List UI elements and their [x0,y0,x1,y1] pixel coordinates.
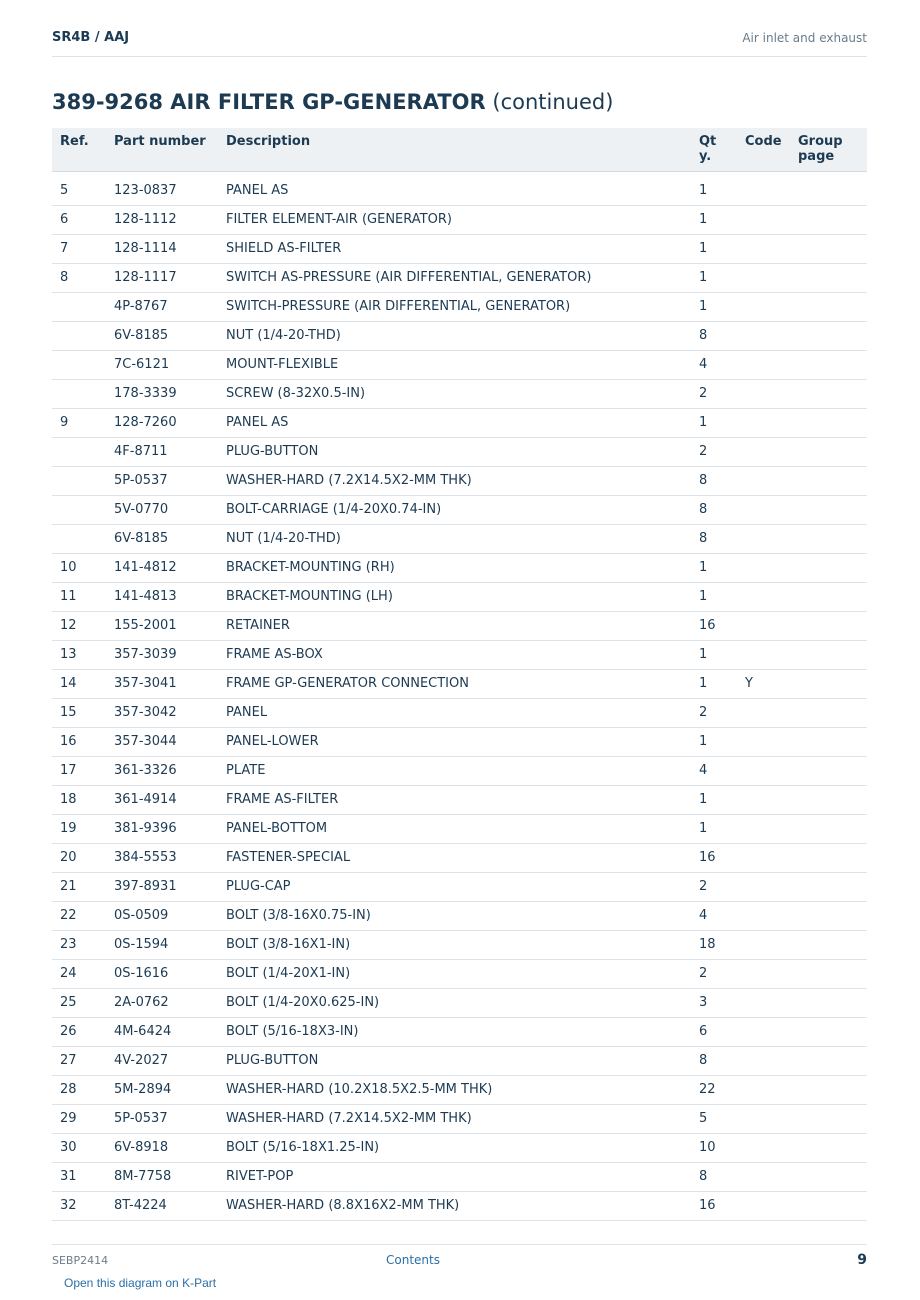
model-breadcrumb: SR4B / AAJ [52,30,130,45]
cell-group-page [790,1162,867,1191]
cell-ref [52,495,106,524]
cell-ref: 28 [52,1075,106,1104]
cell-group-page [790,292,867,321]
table-row [52,263,867,292]
cell-part-number: 128-7260 [106,408,218,437]
cell-code [737,321,790,350]
cell-group-page [790,379,867,408]
cell-description: WASHER-HARD (10.2X18.5X2.5-MM THK) [218,1075,691,1104]
cell-description: FRAME AS-BOX [218,640,691,669]
cell-ref [52,350,106,379]
cell-ref [52,524,106,553]
cell-part-number: 8T-4224 [106,1191,218,1220]
cell-ref: 8 [52,263,106,292]
cell-part-number: 357-3041 [106,669,218,698]
cell-code [737,292,790,321]
cell-code [737,1162,790,1191]
table-row [52,901,867,930]
page-footer [52,1244,867,1275]
cell-description: PANEL-BOTTOM [218,814,691,843]
column-header-group-page: Group page [790,128,867,171]
cell-ref: 29 [52,1104,106,1133]
cell-code [737,379,790,408]
table-row [52,1046,867,1075]
cell-code [737,263,790,292]
table-row [52,727,867,756]
cell-description: FASTENER-SPECIAL [218,843,691,872]
section-title: Air inlet and exhaust [742,31,867,45]
column-header-part-number: Part number [106,128,218,171]
cell-part-number: 128-1114 [106,234,218,263]
cell-qty: 1 [691,785,737,814]
cell-code [737,872,790,901]
cell-code [737,901,790,930]
cell-ref: 7 [52,234,106,263]
cell-ref: 20 [52,843,106,872]
cell-part-number: 0S-1594 [106,930,218,959]
cell-part-number: 5M-2894 [106,1075,218,1104]
cell-description: BRACKET-MOUNTING (RH) [218,553,691,582]
cell-description: PANEL-LOWER [218,727,691,756]
cell-qty: 1 [691,814,737,843]
kpart-diagram-link[interactable]: Open this diagram on K-Part [64,1276,217,1290]
cell-group-page [790,1133,867,1162]
cell-group-page [790,1046,867,1075]
cell-group-page [790,988,867,1017]
table-row [52,171,867,205]
table-header [52,128,867,171]
column-header-qty-label: Qty. [699,134,717,164]
table-row [52,640,867,669]
cell-ref: 26 [52,1017,106,1046]
cell-description: WASHER-HARD (7.2X14.5X2-MM THK) [218,1104,691,1133]
table-row [52,1017,867,1046]
cell-qty: 2 [691,379,737,408]
cell-part-number: 0S-0509 [106,901,218,930]
cell-code [737,234,790,263]
table-row [52,437,867,466]
cell-ref: 27 [52,1046,106,1075]
table-row [52,205,867,234]
table-row [52,495,867,524]
cell-code: Y [737,669,790,698]
table-row [52,1104,867,1133]
cell-description: SWITCH-PRESSURE (AIR DIFFERENTIAL, GENERATOR) [218,292,691,321]
cell-ref: 5 [52,171,106,205]
cell-part-number: 128-1117 [106,263,218,292]
cell-part-number: 4V-2027 [106,1046,218,1075]
table-row [52,321,867,350]
cell-ref [52,379,106,408]
cell-ref [52,437,106,466]
table-row [52,234,867,263]
cell-qty: 1 [691,292,737,321]
cell-description: BOLT (1/4-20X1-IN) [218,959,691,988]
cell-description: BOLT (1/4-20X0.625-IN) [218,988,691,1017]
cell-qty: 8 [691,321,737,350]
cell-ref: 24 [52,959,106,988]
cell-part-number: 4P-8767 [106,292,218,321]
cell-qty: 2 [691,698,737,727]
table-row [52,1162,867,1191]
cell-part-number: 178-3339 [106,379,218,408]
cell-code [737,814,790,843]
cell-ref [52,466,106,495]
cell-part-number: 357-3044 [106,727,218,756]
cell-group-page [790,930,867,959]
cell-part-number: 7C-6121 [106,350,218,379]
cell-part-number: 357-3042 [106,698,218,727]
cell-group-page [790,205,867,234]
cell-qty: 1 [691,582,737,611]
table-row [52,930,867,959]
cell-part-number: 5V-0770 [106,495,218,524]
title-suffix: (continued) [492,90,614,114]
table-row [52,698,867,727]
cell-group-page [790,263,867,292]
cell-code [737,466,790,495]
cell-part-number: 6V-8918 [106,1133,218,1162]
cell-part-number: 4F-8711 [106,437,218,466]
page-number: 9 [857,1252,867,1268]
cell-qty: 1 [691,171,737,205]
cell-part-number: 6V-8185 [106,524,218,553]
cell-group-page [790,843,867,872]
cell-group-page [790,959,867,988]
cell-code [737,350,790,379]
table-row [52,611,867,640]
cell-qty: 6 [691,1017,737,1046]
cell-group-page [790,582,867,611]
cell-qty: 1 [691,408,737,437]
cell-qty: 16 [691,843,737,872]
cell-code [737,611,790,640]
cell-ref: 16 [52,727,106,756]
contents-link[interactable]: Contents [386,1253,440,1267]
header-row [52,128,867,171]
table-row [52,582,867,611]
cell-qty: 2 [691,872,737,901]
cell-code [737,437,790,466]
cell-qty: 1 [691,727,737,756]
table-row [52,756,867,785]
cell-code [737,843,790,872]
cell-group-page [790,640,867,669]
cell-code [737,205,790,234]
cell-description: BOLT-CARRIAGE (1/4-20X0.74-IN) [218,495,691,524]
cell-group-page [790,1017,867,1046]
cell-qty: 8 [691,524,737,553]
cell-description: PANEL AS [218,171,691,205]
table-row [52,988,867,1017]
parts-table [52,128,867,1221]
cell-description: MOUNT-FLEXIBLE [218,350,691,379]
cell-group-page [790,1191,867,1220]
cell-qty: 1 [691,205,737,234]
cell-qty: 8 [691,495,737,524]
table-row [52,785,867,814]
cell-part-number: 361-4914 [106,785,218,814]
cell-ref [52,321,106,350]
cell-ref: 6 [52,205,106,234]
cell-description: PLUG-CAP [218,872,691,901]
cell-ref: 14 [52,669,106,698]
cell-group-page [790,727,867,756]
cell-ref: 31 [52,1162,106,1191]
cell-qty: 5 [691,1104,737,1133]
cell-ref: 9 [52,408,106,437]
cell-qty: 4 [691,350,737,379]
cell-qty: 10 [691,1133,737,1162]
cell-group-page [790,437,867,466]
cell-description: BOLT (5/16-18X3-IN) [218,1017,691,1046]
cell-description: FRAME GP-GENERATOR CONNECTION [218,669,691,698]
cell-qty: 16 [691,611,737,640]
table-row [52,553,867,582]
cell-group-page [790,814,867,843]
column-header-code: Code [737,128,790,171]
cell-group-page [790,234,867,263]
cell-code [737,785,790,814]
cell-description: BOLT (5/16-18X1.25-IN) [218,1133,691,1162]
cell-qty: 18 [691,930,737,959]
cell-code [737,698,790,727]
cell-ref: 10 [52,553,106,582]
cell-group-page [790,698,867,727]
cell-qty: 2 [691,959,737,988]
cell-code [737,524,790,553]
table-body [52,171,867,1220]
cell-code [737,1075,790,1104]
cell-group-page [790,350,867,379]
table-row [52,959,867,988]
cell-group-page [790,611,867,640]
cell-qty: 1 [691,640,737,669]
cell-description: PANEL [218,698,691,727]
table-row [52,843,867,872]
cell-description: SCREW (8-32X0.5-IN) [218,379,691,408]
table-row [52,379,867,408]
cell-code [737,582,790,611]
cell-part-number: 5P-0537 [106,1104,218,1133]
cell-code [737,1133,790,1162]
cell-description: BOLT (3/8-16X1-IN) [218,930,691,959]
table-row [52,1191,867,1220]
cell-qty: 4 [691,901,737,930]
cell-part-number: 8M-7758 [106,1162,218,1191]
table-row [52,669,867,698]
cell-part-number: 155-2001 [106,611,218,640]
cell-description: RETAINER [218,611,691,640]
cell-ref: 30 [52,1133,106,1162]
cell-group-page [790,524,867,553]
cell-part-number: 4M-6424 [106,1017,218,1046]
table-row [52,814,867,843]
cell-code [737,930,790,959]
cell-qty: 3 [691,988,737,1017]
cell-code [737,959,790,988]
table-row [52,408,867,437]
cell-description: RIVET-POP [218,1162,691,1191]
column-header-ref: Ref. [52,128,106,171]
cell-ref: 11 [52,582,106,611]
cell-description: FILTER ELEMENT-AIR (GENERATOR) [218,205,691,234]
cell-part-number: 123-0837 [106,171,218,205]
table-row [52,466,867,495]
cell-ref: 17 [52,756,106,785]
cell-group-page [790,669,867,698]
cell-group-page [790,756,867,785]
cell-qty: 2 [691,437,737,466]
cell-part-number: 384-5553 [106,843,218,872]
cell-qty: 8 [691,466,737,495]
cell-qty: 1 [691,234,737,263]
column-header-description: Description [218,128,691,171]
cell-ref: 23 [52,930,106,959]
cell-part-number: 6V-8185 [106,321,218,350]
cell-description: NUT (1/4-20-THD) [218,321,691,350]
table-row [52,292,867,321]
cell-description: FRAME AS-FILTER [218,785,691,814]
cell-group-page [790,495,867,524]
cell-code [737,727,790,756]
cell-ref [52,292,106,321]
cell-ref: 19 [52,814,106,843]
cell-qty: 22 [691,1075,737,1104]
cell-part-number: 128-1112 [106,205,218,234]
cell-group-page [790,1075,867,1104]
table-row [52,872,867,901]
cell-description: PANEL AS [218,408,691,437]
cell-description: PLUG-BUTTON [218,1046,691,1075]
cell-code [737,1046,790,1075]
cell-group-page [790,171,867,205]
cell-group-page [790,1104,867,1133]
cell-code [737,553,790,582]
cell-part-number: 5P-0537 [106,466,218,495]
cell-part-number: 2A-0762 [106,988,218,1017]
cell-description: PLUG-BUTTON [218,437,691,466]
document-number: SEBP2414 [52,1254,109,1267]
table-row [52,1133,867,1162]
cell-part-number: 0S-1616 [106,959,218,988]
cell-part-number: 357-3039 [106,640,218,669]
cell-code [737,640,790,669]
cell-ref: 25 [52,988,106,1017]
cell-part-number: 141-4812 [106,553,218,582]
cell-description: PLATE [218,756,691,785]
table-row [52,1075,867,1104]
cell-ref: 32 [52,1191,106,1220]
cell-code [737,1017,790,1046]
page-header [52,28,867,57]
cell-code [737,1104,790,1133]
cell-part-number: 397-8931 [106,872,218,901]
cell-part-number: 381-9396 [106,814,218,843]
cell-part-number: 141-4813 [106,582,218,611]
cell-description: WASHER-HARD (8.8X16X2-MM THK) [218,1191,691,1220]
cell-description: WASHER-HARD (7.2X14.5X2-MM THK) [218,466,691,495]
cell-ref: 15 [52,698,106,727]
cell-ref: 18 [52,785,106,814]
cell-code [737,495,790,524]
cell-description: BOLT (3/8-16X0.75-IN) [218,901,691,930]
cell-ref: 21 [52,872,106,901]
cell-group-page [790,408,867,437]
page-title [52,90,613,114]
cell-description: SHIELD AS-FILTER [218,234,691,263]
cell-group-page [790,901,867,930]
cell-ref: 13 [52,640,106,669]
cell-group-page [790,321,867,350]
cell-group-page [790,553,867,582]
cell-code [737,988,790,1017]
cell-description: SWITCH AS-PRESSURE (AIR DIFFERENTIAL, GENERATOR) [218,263,691,292]
cell-description: BRACKET-MOUNTING (LH) [218,582,691,611]
cell-qty: 1 [691,553,737,582]
cell-code [737,756,790,785]
cell-qty: 16 [691,1191,737,1220]
cell-code [737,1191,790,1220]
cell-qty: 8 [691,1162,737,1191]
cell-code [737,171,790,205]
cell-qty: 4 [691,756,737,785]
cell-ref: 12 [52,611,106,640]
cell-description: NUT (1/4-20-THD) [218,524,691,553]
cell-group-page [790,785,867,814]
table-row [52,350,867,379]
cell-code [737,408,790,437]
table-row [52,524,867,553]
cell-qty: 1 [691,669,737,698]
column-header-qty [691,128,737,171]
cell-qty: 8 [691,1046,737,1075]
cell-qty: 1 [691,263,737,292]
cell-part-number: 361-3326 [106,756,218,785]
cell-ref: 22 [52,901,106,930]
cell-group-page [790,872,867,901]
title-main: 389-9268 AIR FILTER GP-GENERATOR [52,90,486,114]
cell-group-page [790,466,867,495]
